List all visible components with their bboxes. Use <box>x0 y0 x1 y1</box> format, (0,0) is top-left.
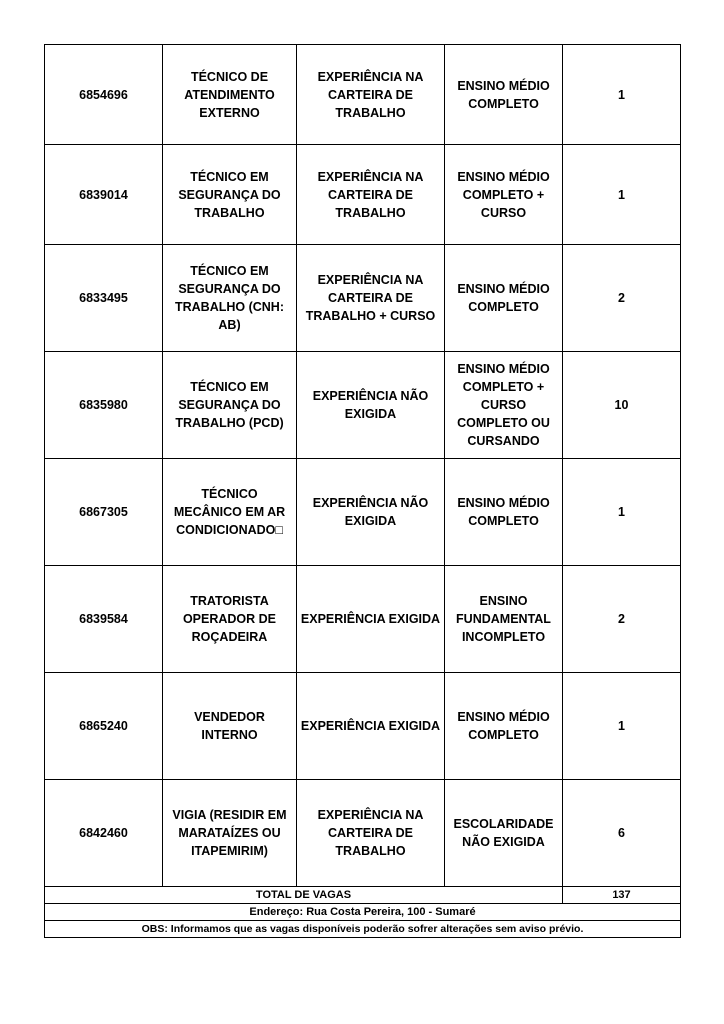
job-code: 6867305 <box>45 459 163 566</box>
job-title: VIGIA (RESIDIR EM MARATAÍZES OU ITAPEMIRIM) <box>163 780 297 887</box>
job-education: ENSINO MÉDIO COMPLETO <box>445 673 563 780</box>
job-title: TÉCNICO EM SEGURANÇA DO TRABALHO (CNH: AB) <box>163 245 297 352</box>
job-experience: EXPERIÊNCIA NA CARTEIRA DE TRABALHO <box>297 145 445 245</box>
table-row <box>45 673 681 780</box>
job-title: TRATORISTA OPERADOR DE ROÇADEIRA <box>163 566 297 673</box>
address-text: Endereço: Rua Costa Pereira, 100 - Sumaré <box>45 904 681 921</box>
table-row <box>45 45 681 145</box>
address-row <box>45 904 681 921</box>
table-row <box>45 566 681 673</box>
job-experience: EXPERIÊNCIA NA CARTEIRA DE TRABALHO <box>297 45 445 145</box>
job-code: 6839014 <box>45 145 163 245</box>
job-education: ENSINO MÉDIO COMPLETO <box>445 459 563 566</box>
job-education: ENSINO FUNDAMENTAL INCOMPLETO <box>445 566 563 673</box>
job-openings: 1 <box>563 45 681 145</box>
job-experience: EXPERIÊNCIA EXIGIDA <box>297 673 445 780</box>
job-experience: EXPERIÊNCIA NA CARTEIRA DE TRABALHO <box>297 780 445 887</box>
table-row <box>45 145 681 245</box>
job-education: ESCOLARIDADE NÃO EXIGIDA <box>445 780 563 887</box>
job-title: VENDEDOR INTERNO <box>163 673 297 780</box>
job-education: ENSINO MÉDIO COMPLETO + CURSO COMPLETO OU CURSANDO <box>445 352 563 459</box>
job-openings: 1 <box>563 673 681 780</box>
job-code: 6854696 <box>45 45 163 145</box>
total-label: TOTAL DE VAGAS <box>45 887 563 904</box>
job-experience: EXPERIÊNCIA NÃO EXIGIDA <box>297 459 445 566</box>
job-openings: 10 <box>563 352 681 459</box>
job-experience: EXPERIÊNCIA EXIGIDA <box>297 566 445 673</box>
job-openings: 1 <box>563 459 681 566</box>
job-title: TÉCNICO MECÂNICO EM AR CONDICIONADO□ <box>163 459 297 566</box>
job-title: TÉCNICO EM SEGURANÇA DO TRABALHO <box>163 145 297 245</box>
total-row <box>45 887 681 904</box>
job-openings: 6 <box>563 780 681 887</box>
job-openings: 1 <box>563 145 681 245</box>
job-code: 6835980 <box>45 352 163 459</box>
job-experience: EXPERIÊNCIA NA CARTEIRA DE TRABALHO + CURSO <box>297 245 445 352</box>
job-code: 6833495 <box>45 245 163 352</box>
job-title: TÉCNICO EM SEGURANÇA DO TRABALHO (PCD) <box>163 352 297 459</box>
table-row <box>45 780 681 887</box>
table-row <box>45 459 681 566</box>
total-value: 137 <box>563 887 681 904</box>
table-row <box>45 352 681 459</box>
job-code: 6865240 <box>45 673 163 780</box>
job-code: 6839584 <box>45 566 163 673</box>
obs-row <box>45 921 681 938</box>
obs-text: OBS: Informamos que as vagas disponíveis poderão sofrer alterações sem aviso prévio. <box>45 921 681 938</box>
job-title: TÉCNICO DE ATENDIMENTO EXTERNO <box>163 45 297 145</box>
job-openings: 2 <box>563 245 681 352</box>
job-education: ENSINO MÉDIO COMPLETO <box>445 245 563 352</box>
job-experience: EXPERIÊNCIA NÃO EXIGIDA <box>297 352 445 459</box>
job-code: 6842460 <box>45 780 163 887</box>
job-rows <box>45 45 681 938</box>
job-openings: 2 <box>563 566 681 673</box>
job-education: ENSINO MÉDIO COMPLETO <box>445 45 563 145</box>
job-education: ENSINO MÉDIO COMPLETO + CURSO <box>445 145 563 245</box>
job-vacancies-table <box>44 44 681 938</box>
table-row <box>45 245 681 352</box>
